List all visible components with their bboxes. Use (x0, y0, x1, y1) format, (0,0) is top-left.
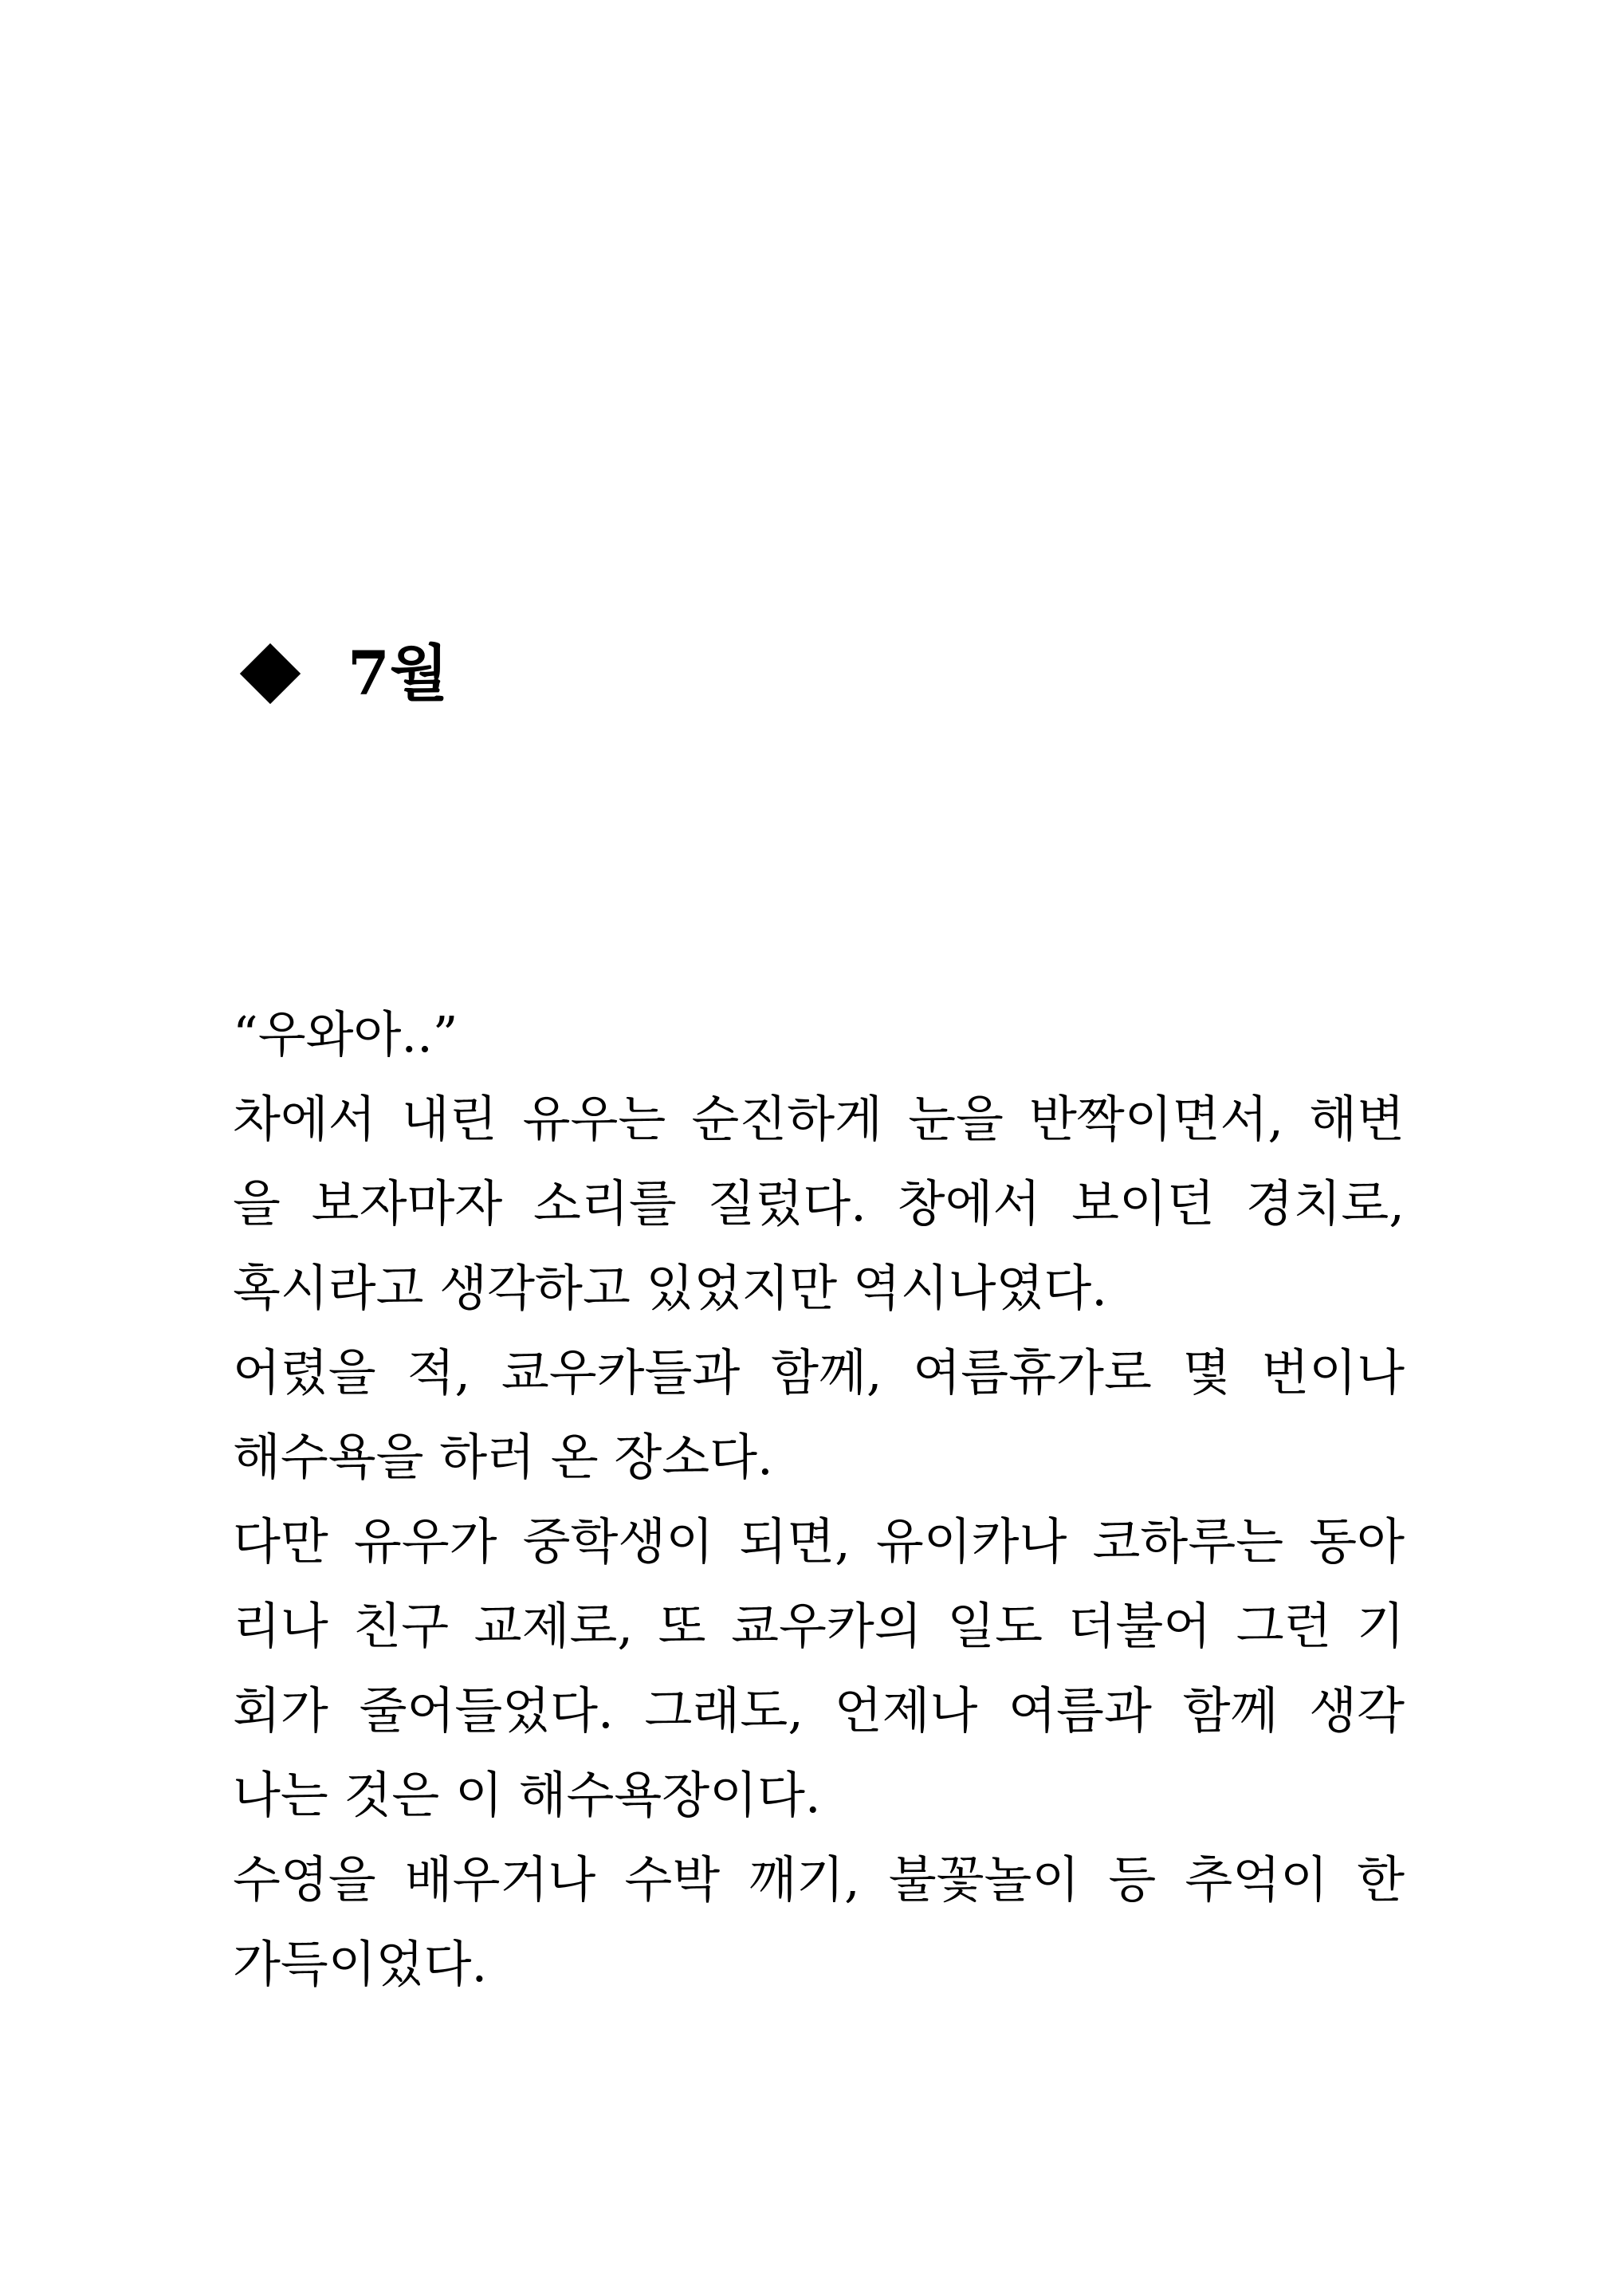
body-line: 혹시라고 생각하고 있었지만 역시나였다. (233, 1259, 1107, 1317)
body-line: 어렸을 적, 쿄우카들과 함께, 여름휴가로 몇 번이나 (233, 1343, 1405, 1402)
body-line: 차에서 내린 유우는 순진하게 눈을 반짝이면서, 해변 (233, 1090, 1405, 1148)
body-line: 을 보자마자 소리를 질렀다. 창에서 보이던 경치로, (233, 1174, 1405, 1233)
chapter-title: 7월 (348, 638, 449, 709)
body-line: 다만 유우가 중학생이 되면, 유이카나 코하루는 동아 (233, 1512, 1405, 1571)
body-text (233, 993, 1405, 2007)
body-line: 리나 친구 교제로, 또 쿄우카의 일도 더불어 그런 기 (233, 1597, 1405, 1655)
body-line: 가득이었다. (233, 1935, 488, 1993)
body-line: 나는 것은 이 해수욕장이다. (233, 1766, 821, 1824)
diamond-icon (240, 643, 301, 704)
body-line: 수영을 배우거나 수박 깨기, 불꽃놀이 등 추억이 한 (233, 1850, 1405, 1909)
chapter-heading (233, 630, 448, 718)
body-line: “우와아..” (233, 1005, 458, 1063)
body-line: 해수욕을 하러 온 장소다. (233, 1428, 773, 1486)
body-line: 회가 줄어들었다. 그래도, 언제나 여름과 함께 생각 (233, 1681, 1405, 1740)
